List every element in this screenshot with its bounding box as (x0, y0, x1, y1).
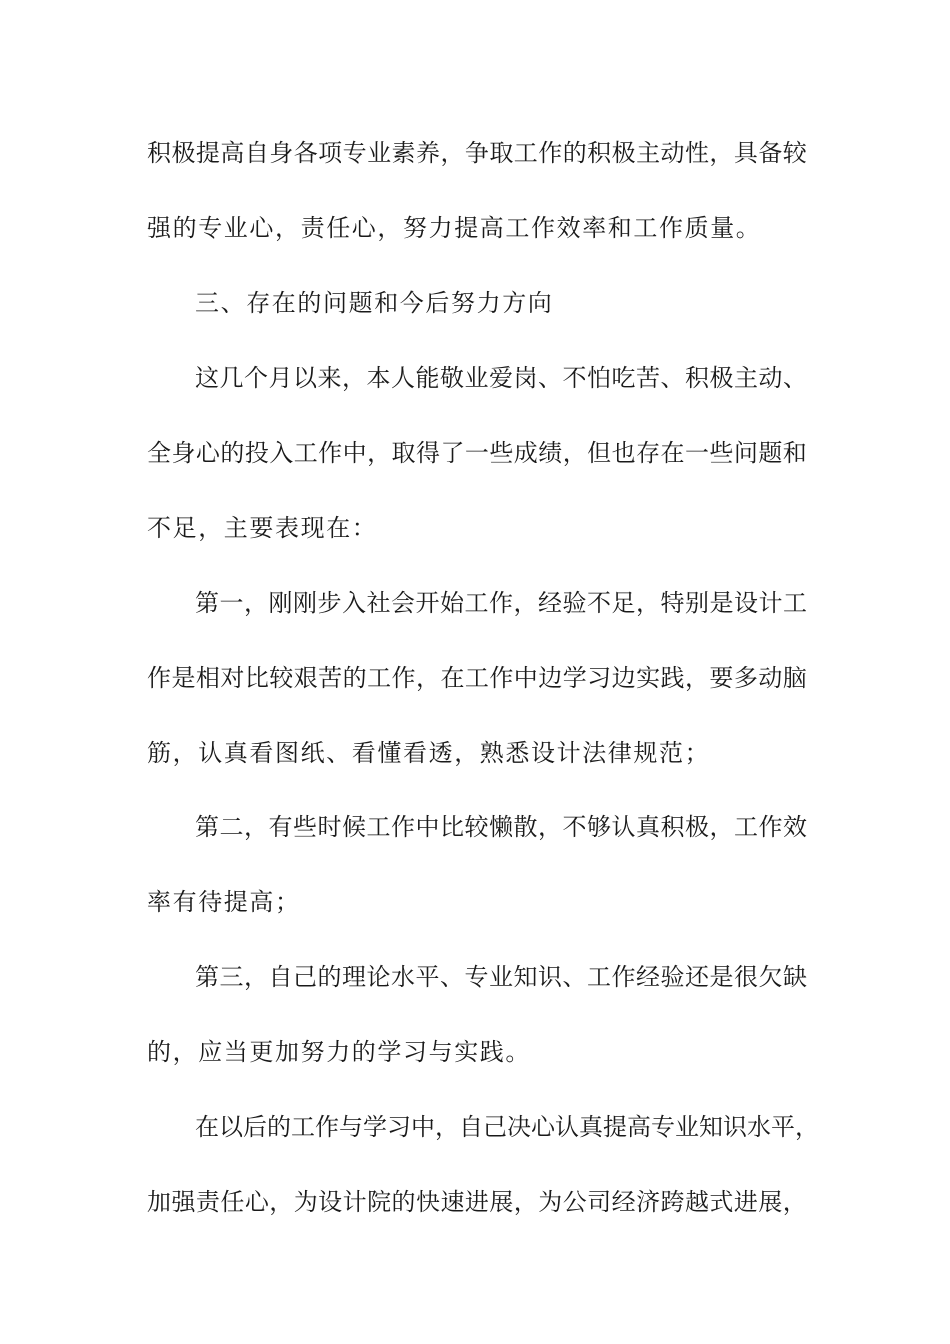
glyph: 积 (147, 139, 171, 167)
glyph: 工 (293, 439, 318, 467)
glyph: 水 (391, 963, 415, 991)
glyph: 验 (660, 963, 685, 991)
glyph: 些 (489, 439, 514, 467)
glyph: ， (244, 589, 268, 617)
glyph: 作 (315, 1113, 339, 1141)
glyph: 缺 (783, 963, 807, 991)
glyph: 全 (147, 439, 171, 467)
glyph: 动 (758, 364, 783, 392)
glyph: 作 (489, 589, 513, 617)
glyph: 能 (415, 364, 440, 392)
glyph: 性 (684, 139, 709, 167)
glyph: 工 (734, 813, 758, 841)
glyph: 不 (562, 364, 587, 392)
glyph: 真 (636, 813, 660, 841)
text-line-10 (195, 810, 807, 844)
glyph: 式 (709, 1188, 734, 1216)
glyph: 经 (538, 589, 562, 617)
glyph: 作 (318, 439, 343, 467)
glyph: 责 (195, 1188, 220, 1216)
text-line-9: 筋，认真看图纸、看懂看透，熟悉设计法律规范； (147, 739, 711, 767)
glyph: 不 (587, 589, 611, 617)
glyph: 别 (685, 589, 709, 617)
glyph: 学 (562, 664, 587, 692)
glyph: 在 (195, 1113, 219, 1141)
glyph: 一 (464, 439, 489, 467)
glyph: 是 (171, 664, 196, 692)
glyph: 践 (660, 664, 685, 692)
glyph: 的 (317, 963, 342, 991)
glyph: 刚 (268, 589, 293, 617)
glyph: 比 (440, 813, 464, 841)
glyph: 些 (709, 439, 734, 467)
glyph: 己 (483, 1113, 507, 1141)
glyph: ， (269, 1188, 294, 1216)
glyph: 知 (699, 1113, 723, 1141)
glyph: 工 (783, 589, 807, 617)
glyph: 够 (587, 813, 611, 841)
glyph: 三 (219, 963, 244, 991)
glyph: 工 (513, 139, 538, 167)
glyph: 强 (171, 1188, 196, 1216)
glyph: 提 (603, 1113, 627, 1141)
glyph: 济 (636, 1188, 661, 1216)
glyph: 业 (675, 1113, 699, 1141)
glyph: 、 (562, 963, 587, 991)
glyph: 绩 (538, 439, 563, 467)
glyph: 几 (219, 364, 244, 392)
glyph: 问 (733, 439, 758, 467)
glyph: 效 (783, 813, 807, 841)
glyph: 跨 (660, 1188, 685, 1216)
glyph: 很 (734, 963, 758, 991)
text-line-11: 率有待提高； (147, 888, 301, 916)
glyph: 越 (684, 1188, 709, 1216)
glyph: 较 (782, 139, 807, 167)
glyph: 决 (507, 1113, 531, 1141)
text-line-7 (195, 586, 807, 620)
glyph: 作 (391, 664, 416, 692)
glyph: 主 (636, 139, 661, 167)
glyph: 月 (268, 364, 293, 392)
glyph: 苦 (318, 664, 343, 692)
glyph: 投 (244, 439, 269, 467)
glyph: 认 (611, 813, 636, 841)
glyph: 时 (317, 813, 342, 841)
glyph: ， (513, 589, 538, 617)
glyph: 作 (147, 664, 171, 692)
glyph: 较 (464, 813, 489, 841)
glyph: 入 (269, 439, 294, 467)
glyph: 中 (342, 439, 367, 467)
glyph: 作 (489, 664, 514, 692)
glyph: 入 (342, 589, 366, 617)
glyph: 社 (366, 589, 391, 617)
glyph: 比 (244, 664, 269, 692)
glyph: 习 (387, 1113, 411, 1141)
glyph: 极 (685, 813, 709, 841)
glyph: 对 (220, 664, 245, 692)
glyph: ， (435, 1113, 459, 1141)
text-line-13: 的，应当更加努力的学习与实践。 (147, 1038, 531, 1066)
glyph: 的 (562, 139, 587, 167)
glyph: ， (562, 439, 587, 467)
text-line-2: 强的专业心，责任心，努力提高工作效率和工作质量。 (147, 214, 762, 242)
text-line-1 (147, 136, 807, 170)
glyph: 存 (636, 439, 661, 467)
glyph: 欠 (758, 963, 783, 991)
glyph: 边 (611, 664, 636, 692)
glyph: 作 (758, 813, 783, 841)
glyph: 这 (195, 364, 219, 392)
glyph: 身 (171, 439, 196, 467)
glyph: 院 (367, 1188, 392, 1216)
section-heading: 三、存在的问题和今后努力方向 (195, 289, 554, 317)
glyph: 步 (317, 589, 342, 617)
glyph: 还 (685, 963, 709, 991)
glyph: 习 (587, 664, 612, 692)
glyph: ， (244, 813, 268, 841)
glyph: 各 (293, 139, 318, 167)
glyph: 在 (660, 439, 685, 467)
glyph: 进 (733, 1188, 758, 1216)
glyph: 的 (391, 1188, 416, 1216)
glyph: 为 (293, 1188, 318, 1216)
glyph: 高 (220, 139, 245, 167)
text-line-4 (195, 361, 807, 395)
glyph: 二 (219, 813, 244, 841)
glyph: 工 (367, 664, 392, 692)
glyph: 中 (415, 813, 440, 841)
glyph: 脑 (782, 664, 807, 692)
glyph: ， (415, 664, 440, 692)
glyph: 、 (783, 364, 807, 392)
glyph: ， (709, 813, 734, 841)
glyph: 作 (538, 139, 563, 167)
glyph: 有 (268, 813, 293, 841)
glyph: 怕 (587, 364, 611, 392)
glyph: ， (709, 139, 734, 167)
glyph: 吃 (611, 364, 636, 392)
glyph: 动 (660, 139, 685, 167)
glyph: 极 (709, 364, 734, 392)
glyph: 一 (219, 589, 244, 617)
glyph: 了 (440, 439, 465, 467)
glyph: 极 (611, 139, 636, 167)
text-line-14 (195, 1110, 819, 1144)
glyph: ， (795, 1113, 819, 1141)
glyph: 作 (611, 963, 636, 991)
glyph: ， (342, 364, 366, 392)
glyph: 的 (267, 1113, 291, 1141)
glyph: 平 (415, 963, 440, 991)
glyph: 积 (660, 813, 685, 841)
glyph: 一 (684, 439, 709, 467)
glyph: 积 (587, 139, 612, 167)
glyph: 素 (391, 139, 416, 167)
glyph: 设 (318, 1188, 343, 1216)
glyph: 业 (367, 139, 392, 167)
glyph: 第 (195, 589, 219, 617)
text-line-12 (195, 960, 807, 994)
glyph: 具 (733, 139, 758, 167)
glyph: 学 (363, 1113, 387, 1141)
glyph: 会 (391, 589, 415, 617)
glyph: 快 (415, 1188, 440, 1216)
glyph: 敬 (440, 364, 464, 392)
glyph: 任 (220, 1188, 245, 1216)
glyph: ， (782, 1188, 807, 1216)
glyph: 公 (562, 1188, 587, 1216)
glyph: 司 (587, 1188, 612, 1216)
glyph: 得 (415, 439, 440, 467)
glyph: 来 (317, 364, 342, 392)
glyph: 展 (489, 1188, 514, 1216)
glyph: 要 (709, 664, 734, 692)
glyph: ， (513, 1188, 538, 1216)
glyph: 识 (538, 963, 562, 991)
glyph: 特 (660, 589, 685, 617)
glyph: 取 (391, 439, 416, 467)
glyph: 是 (709, 963, 734, 991)
glyph: 以 (219, 1113, 243, 1141)
glyph: 足 (611, 589, 636, 617)
glyph: 第 (195, 813, 219, 841)
glyph: 计 (758, 589, 783, 617)
glyph: 中 (513, 664, 538, 692)
glyph: 候 (342, 813, 366, 841)
glyph: 散 (513, 813, 538, 841)
glyph: 知 (513, 963, 538, 991)
glyph: 懒 (489, 813, 513, 841)
glyph: 多 (733, 664, 758, 692)
glyph: 、 (660, 364, 685, 392)
glyph: ， (684, 664, 709, 692)
glyph: 积 (685, 364, 709, 392)
glyph: 心 (244, 1188, 269, 1216)
glyph: 业 (464, 364, 489, 392)
glyph: 备 (758, 139, 783, 167)
glyph: 实 (636, 664, 661, 692)
text-line-8 (147, 661, 807, 695)
glyph: 水 (747, 1113, 771, 1141)
glyph: 是 (709, 589, 734, 617)
glyph: 自 (459, 1113, 483, 1141)
glyph: 工 (587, 963, 611, 991)
glyph: 项 (318, 139, 343, 167)
glyph: 岗 (513, 364, 538, 392)
glyph: 中 (411, 1113, 435, 1141)
text-line-6: 不足，主要表现在： (147, 514, 378, 542)
glyph: 后 (243, 1113, 267, 1141)
glyph: 极 (171, 139, 196, 167)
glyph: 展 (758, 1188, 783, 1216)
glyph: 养 (415, 139, 440, 167)
glyph: 心 (531, 1113, 555, 1141)
glyph: ， (440, 139, 465, 167)
glyph: 心 (195, 439, 220, 467)
glyph: 专 (464, 963, 489, 991)
glyph: 较 (269, 664, 294, 692)
glyph: 人 (391, 364, 415, 392)
glyph: 成 (513, 439, 538, 467)
glyph: 理 (342, 963, 366, 991)
glyph: 真 (579, 1113, 603, 1141)
glyph: 在 (440, 664, 465, 692)
glyph: 的 (342, 664, 367, 692)
glyph: 开 (415, 589, 440, 617)
glyph: 始 (440, 589, 464, 617)
glyph: 刚 (293, 589, 317, 617)
glyph: 也 (611, 439, 636, 467)
glyph: ， (538, 813, 562, 841)
glyph: ， (636, 589, 660, 617)
glyph: 设 (734, 589, 758, 617)
glyph: 自 (244, 139, 269, 167)
glyph: 艰 (293, 664, 318, 692)
glyph: 自 (268, 963, 293, 991)
text-line-5 (147, 436, 807, 470)
glyph: 认 (555, 1113, 579, 1141)
glyph: 工 (366, 813, 391, 841)
glyph: 验 (562, 589, 587, 617)
glyph: 平 (771, 1113, 795, 1141)
glyph: 边 (538, 664, 563, 692)
glyph: 、 (538, 364, 562, 392)
glyph: 和 (782, 439, 807, 467)
glyph: 论 (366, 963, 391, 991)
glyph: 工 (464, 589, 489, 617)
glyph: 加 (147, 1188, 171, 1216)
glyph: 动 (758, 664, 783, 692)
glyph: 爱 (489, 364, 513, 392)
glyph: 工 (291, 1113, 315, 1141)
glyph: ， (244, 963, 268, 991)
glyph: 但 (587, 439, 612, 467)
glyph: 工 (464, 664, 489, 692)
glyph: 相 (195, 664, 220, 692)
glyph: 计 (342, 1188, 367, 1216)
glyph: 个 (244, 364, 268, 392)
glyph: 识 (723, 1113, 747, 1141)
glyph: 争 (464, 139, 489, 167)
glyph: 第 (195, 963, 219, 991)
text-line-15 (147, 1185, 807, 1219)
glyph: 专 (651, 1113, 675, 1141)
glyph: 与 (339, 1113, 363, 1141)
glyph: 高 (627, 1113, 651, 1141)
glyph: 业 (489, 963, 513, 991)
glyph: 己 (293, 963, 317, 991)
glyph: 专 (342, 139, 367, 167)
glyph: 题 (758, 439, 783, 467)
glyph: 作 (391, 813, 415, 841)
glyph: 以 (293, 364, 317, 392)
glyph: 、 (440, 963, 464, 991)
glyph: 经 (636, 963, 660, 991)
glyph: 提 (195, 139, 220, 167)
glyph: 进 (464, 1188, 489, 1216)
glyph: ， (367, 439, 392, 467)
glyph: 不 (562, 813, 587, 841)
glyph: 身 (269, 139, 294, 167)
glyph: 经 (611, 1188, 636, 1216)
glyph: 取 (489, 139, 514, 167)
glyph: 本 (366, 364, 391, 392)
glyph: 些 (293, 813, 317, 841)
glyph: 主 (734, 364, 758, 392)
glyph: 苦 (636, 364, 660, 392)
glyph: 的 (220, 439, 245, 467)
glyph: 速 (440, 1188, 465, 1216)
glyph: 为 (538, 1188, 563, 1216)
